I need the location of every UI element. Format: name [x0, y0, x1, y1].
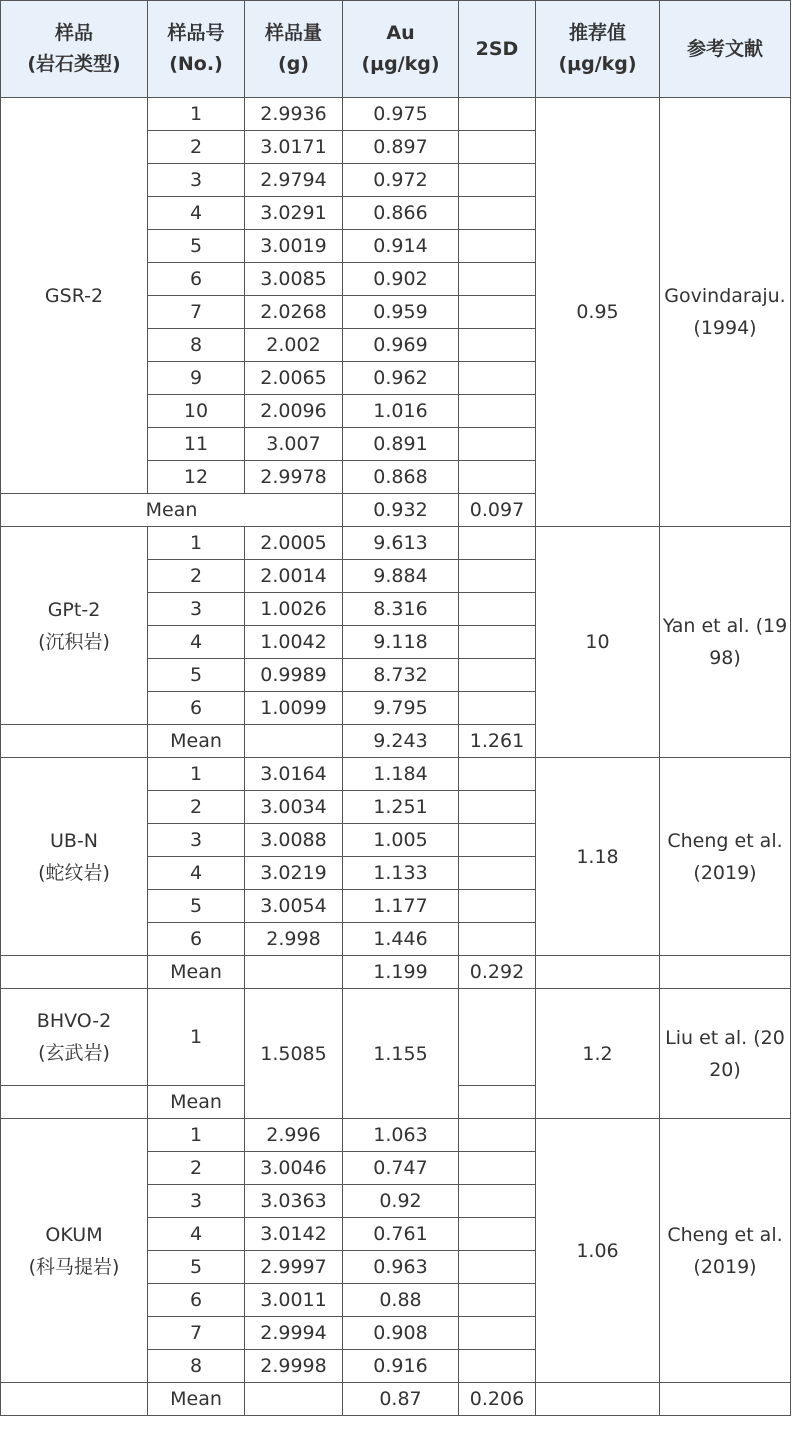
- table-row: 3 1.0026 8.316: [1, 593, 791, 626]
- mean-label: Mean: [1, 494, 343, 527]
- table-row: 8 2.002 0.969: [1, 329, 791, 362]
- table-row: 2 3.0171 0.897: [1, 131, 791, 164]
- table-row: GPt-2 (沉积岩) 1 2.0005 9.613 10 Yan et al. (1998): [1, 527, 791, 560]
- sample-name-cell: OKUM (科马提岩): [1, 1119, 148, 1383]
- table-row: 6 2.998 1.446: [1, 923, 791, 956]
- mean-row: Mean 0.932 0.097: [1, 494, 791, 527]
- header-sample: 样品 (岩石类型): [1, 1, 148, 98]
- table-row: 4 3.0291 0.866: [1, 197, 791, 230]
- header-sample-no: 样品号 (No.): [148, 1, 245, 98]
- table-row: 2 3.0034 1.251: [1, 791, 791, 824]
- table-row: 6 3.0085 0.902: [1, 263, 791, 296]
- table-row: 5 2.9997 0.963: [1, 1251, 791, 1284]
- table-row: 6 3.0011 0.88: [1, 1284, 791, 1317]
- header-sample-mass: 样品量 (g): [245, 1, 343, 98]
- reference-cell: Govindaraju. (1994): [660, 98, 791, 527]
- table-row: 3 2.9794 0.972: [1, 164, 791, 197]
- mean-row: Mean 0.87 0.206: [1, 1383, 791, 1416]
- table-row: UB-N (蛇纹岩) 1 3.0164 1.184 1.18 Cheng et al.(2019): [1, 758, 791, 791]
- au-results-table: 样品 (岩石类型) 样品号 (No.) 样品量 (g) Au (μg/kg) 2SD 推荐值 (μg/kg) 参考文献 GSR-2 1 2.9936 0.975 0.95 Govindaraju. (1994) 2 3.0171 0.897 3 2.9794 0.972 4 3.0291 0.866 5 3.0019 0.914 6 3.0085 0.902 7 2.0268 0.959 8 2.002 0.969 9 2.0065 0.962 10 2.0096 1.016 11 3.007 0.891 12 2.9978 0.868 Mean 0.932 0.097 GPt-2 (沉积岩) 1 2.0005 9.613 10 Yan et al. (1998) 2 2.0014 9.884 3 1.0026 8.316 4 1.0042 9.118 5 0.9989 8.732 6 1.0099 9.795 Mean 9.243 1.261 UB-N (蛇纹岩) 1 3.0164 1.184 1.18 Cheng et al.(2019) 2 3.0034 1.251 3 3.0088 1.005 4 3.0219 1.133 5 3.0054 1.177 6 2.998 1.446 Mean 1.199 0.292 BHVO-2 (玄武岩) 1 1.5085 1.155 1.2 Liu et al. (2020) Mean OKUM (科马提岩) 1 2.996 1.063 1.06 Cheng et al.(2019) 2 3.0046 0.747 3 3.0363 0.92 4 3.0142 0.761 5 2.9997 0.963 6 3.0011 0.88 7 2.9994 0.908 8 2.9998 0.916 Mean 0.87 0.206: [0, 0, 791, 1416]
- table-row: 3 3.0088 1.005: [1, 824, 791, 857]
- table-row: 4 3.0142 0.761: [1, 1218, 791, 1251]
- table-row: 2 3.0046 0.747: [1, 1152, 791, 1185]
- table-row: 10 2.0096 1.016: [1, 395, 791, 428]
- table-row: 4 3.0219 1.133: [1, 857, 791, 890]
- reference-cell: Yan et al. (1998): [660, 527, 791, 758]
- table-row: 4 1.0042 9.118: [1, 626, 791, 659]
- reference-cell: Liu et al. (2020): [660, 989, 791, 1119]
- reference-cell: Cheng et al.(2019): [660, 758, 791, 956]
- sample-name-cell: GPt-2 (沉积岩): [1, 527, 148, 725]
- table-row: 12 2.9978 0.868: [1, 461, 791, 494]
- table-row: 7 2.0268 0.959: [1, 296, 791, 329]
- header-2sd: 2SD: [459, 1, 536, 98]
- sample-name-cell: BHVO-2 (玄武岩): [1, 989, 148, 1086]
- table-row: 8 2.9998 0.916: [1, 1350, 791, 1383]
- recommended-cell: 1.18: [536, 758, 660, 956]
- mean-label: Mean: [148, 1086, 245, 1119]
- sample-name-cell: GSR-2: [1, 98, 148, 494]
- table-row: 3 3.0363 0.92: [1, 1185, 791, 1218]
- header-recommended: 推荐值 (μg/kg): [536, 1, 660, 98]
- table-row: 5 0.9989 8.732: [1, 659, 791, 692]
- table-row: 7 2.9994 0.908: [1, 1317, 791, 1350]
- table-row: OKUM (科马提岩) 1 2.996 1.063 1.06 Cheng et al.(2019): [1, 1119, 791, 1152]
- mean-label: Mean: [148, 956, 245, 989]
- header-reference: 参考文献: [660, 1, 791, 98]
- mean-label: Mean: [148, 1383, 245, 1416]
- mean-row: Mean 9.243 1.261: [1, 725, 791, 758]
- table-row: GSR-2 1 2.9936 0.975 0.95 Govindaraju. (1994): [1, 98, 791, 131]
- table-row: 9 2.0065 0.962: [1, 362, 791, 395]
- table-row: 5 3.0019 0.914: [1, 230, 791, 263]
- header-row: [1, 1, 791, 98]
- header-au: Au (μg/kg): [343, 1, 459, 98]
- table-row: 5 3.0054 1.177: [1, 890, 791, 923]
- table-row: 6 1.0099 9.795: [1, 692, 791, 725]
- mean-label: Mean: [148, 725, 245, 758]
- mean-row: Mean 1.199 0.292: [1, 956, 791, 989]
- recommended-cell: 1.06: [536, 1119, 660, 1383]
- recommended-cell: 10: [536, 527, 660, 758]
- recommended-cell: 1.2: [536, 989, 660, 1119]
- table-row: 11 3.007 0.891: [1, 428, 791, 461]
- table-row: 2 2.0014 9.884: [1, 560, 791, 593]
- reference-cell: Cheng et al.(2019): [660, 1119, 791, 1383]
- sample-name-cell: UB-N (蛇纹岩): [1, 758, 148, 956]
- recommended-cell: 0.95: [536, 98, 660, 527]
